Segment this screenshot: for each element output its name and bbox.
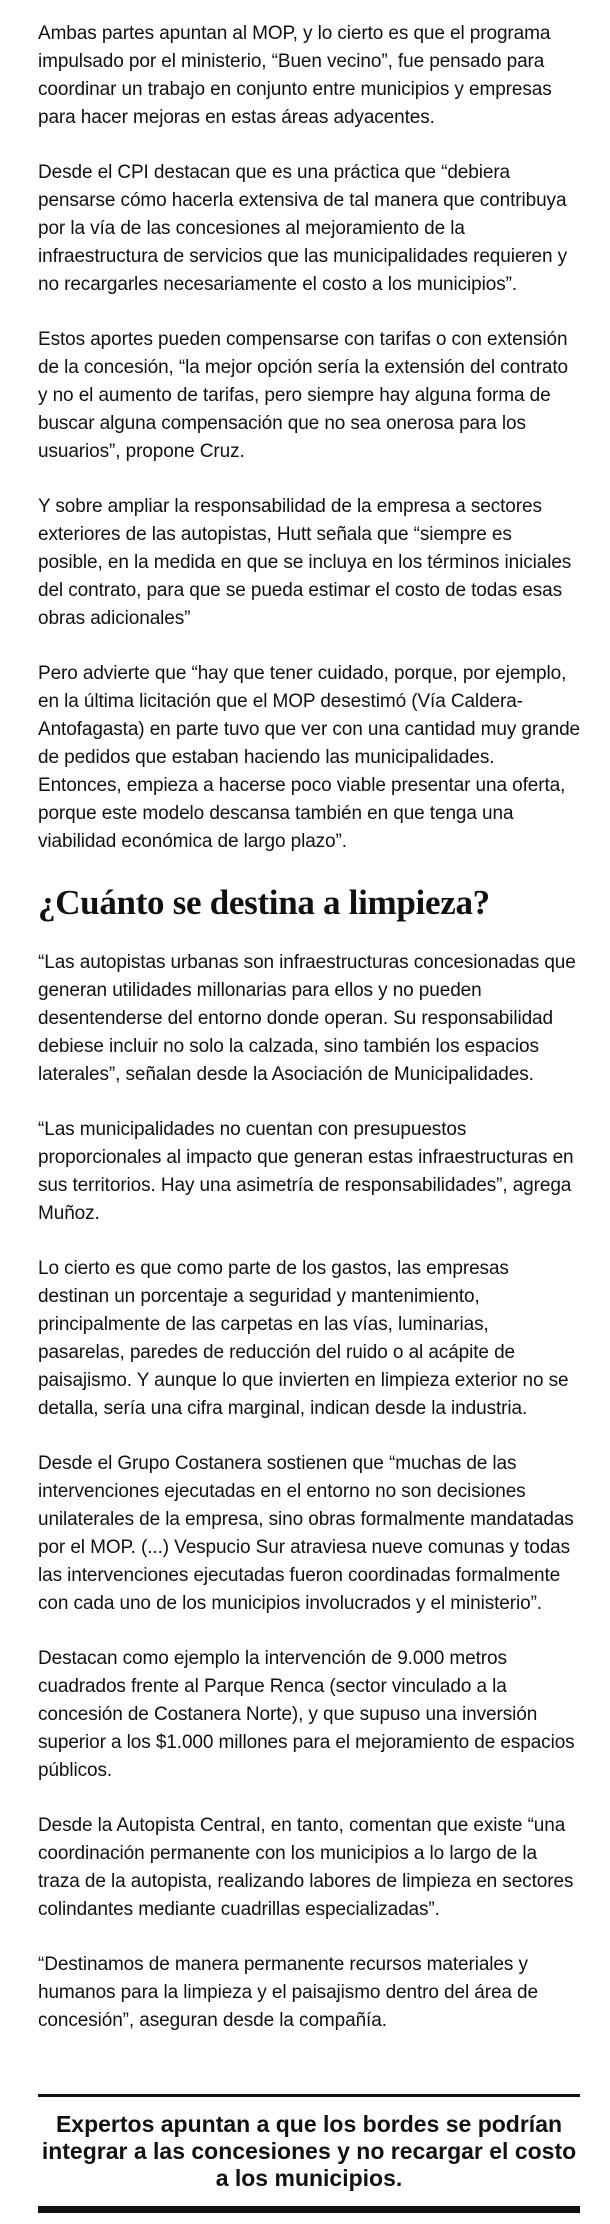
article-paragraph: “Las municipalidades no cuentan con presupuestos proporcionales al impacto que generan estas infraestructuras en sus territorios. Hay una asimetría de responsabilidades”, agrega Muñoz. <box>38 1119 574 1224</box>
article-paragraph: Desde el CPI destacan que es una práctica que “debiera pensarse cómo hacerla extensiva de tal manera que contribuya por la vía de las concesiones al mejoramiento de la infraestructura de servicios que las municipalidades requieren y no recargarles necesariamente el costo a los municipios”. <box>38 162 568 295</box>
article-paragraph: “Destinamos de manera permanente recursos materiales y humanos para la limpieza y el paisajismo dentro del área de concesión”, aseguran desde la compañía. <box>38 1954 538 2031</box>
article-paragraph: Y sobre ampliar la responsabilidad de la empresa a sectores exteriores de las autopistas, Hutt señala que “siempre es posible, en la medida en que se incluya en los términos iniciales del contrato, para que se pueda estimar el costo de todas esas obras adicionales” <box>38 496 572 629</box>
article-paragraph: Ambas partes apuntan al MOP, y lo cierto es que el programa impulsado por el ministerio, “Buen vecino”, fue pensado para coordinar un trabajo en conjunto entre municipios y empresas para hacer mejoras en estas áreas adyacentes. <box>38 23 552 128</box>
article-paragraph: Desde la Autopista Central, en tanto, comentan que existe “una coordinación permanente con los municipios a lo largo de la traza de la autopista, realizando labores de limpieza en sectores colindantes mediante cuadrillas especializadas”. <box>38 1815 574 1920</box>
article-paragraph: Desde el Grupo Costanera sostienen que “muchas de las intervenciones ejecutadas en el entorno no son decisiones unilaterales de la empresa, sino obras formalmente mandatadas por el MOP. (...) Vespucio Sur atraviesa nueve comunas y todas las intervenciones ejecutadas fueron coordinadas formalmente con cada uno de los municipios involucrados y el ministerio”. <box>38 1453 574 1614</box>
pull-quote: Expertos apuntan a que los bordes se podrían integrar a las concesiones y no recargar el costo a los municipios. <box>38 2094 580 2213</box>
article-paragraph: Lo cierto es que como parte de los gastos, las empresas destinan un porcentaje a seguridad y mantenimiento, principalmente de las carpetas en las vías, luminarias, pasarelas, paredes de reducción del ruido o al acápite de paisajismo. Y aunque lo que invierten en limpieza exterior no se detalla, sería una cifra marginal, indican desde la industria. <box>38 1258 569 1419</box>
article-paragraph: Estos aportes pueden compensarse con tarifas o con extensión de la concesión, “la mejor opción sería la extensión del contrato y no el aumento de tarifas, pero siempre hay alguna forma de buscar alguna compensación que no sea onerosa para los usuarios”, propone Cruz. <box>38 329 569 462</box>
article-body <box>38 20 580 2062</box>
article-paragraph: “Las autopistas urbanas son infraestructuras concesionadas que generan utilidades millonarias para ellos y no pueden desentenderse del entorno donde operan. Su responsabilidad debiese incluir no solo la calzada, sino también los espacios laterales”, señalan desde la Asociación de Municipalidades. <box>38 952 576 1085</box>
article-paragraph: Destacan como ejemplo la intervención de 9.000 metros cuadrados frente al Parque Renca (sector vinculado a la concesión de Costanera Norte), y que supuso una inversión superior a los $1.000 millones para el mejoramiento de espacios públicos. <box>38 1648 575 1781</box>
section-heading: ¿Cuánto se destina a limpieza? <box>38 883 490 922</box>
article-paragraph: Pero advierte que “hay que tener cuidado, porque, por ejemplo, en la última licitación que el MOP desestimó (Vía Caldera-Antofagasta) en parte tuvo que ver con una cantidad muy grande de pedidos que estaban haciendo las municipalidades. Entonces, empieza a hacerse poco viable presentar una oferta, porque este modelo descansa también en que tenga una viabilidad económica de largo plazo”. <box>38 663 580 852</box>
